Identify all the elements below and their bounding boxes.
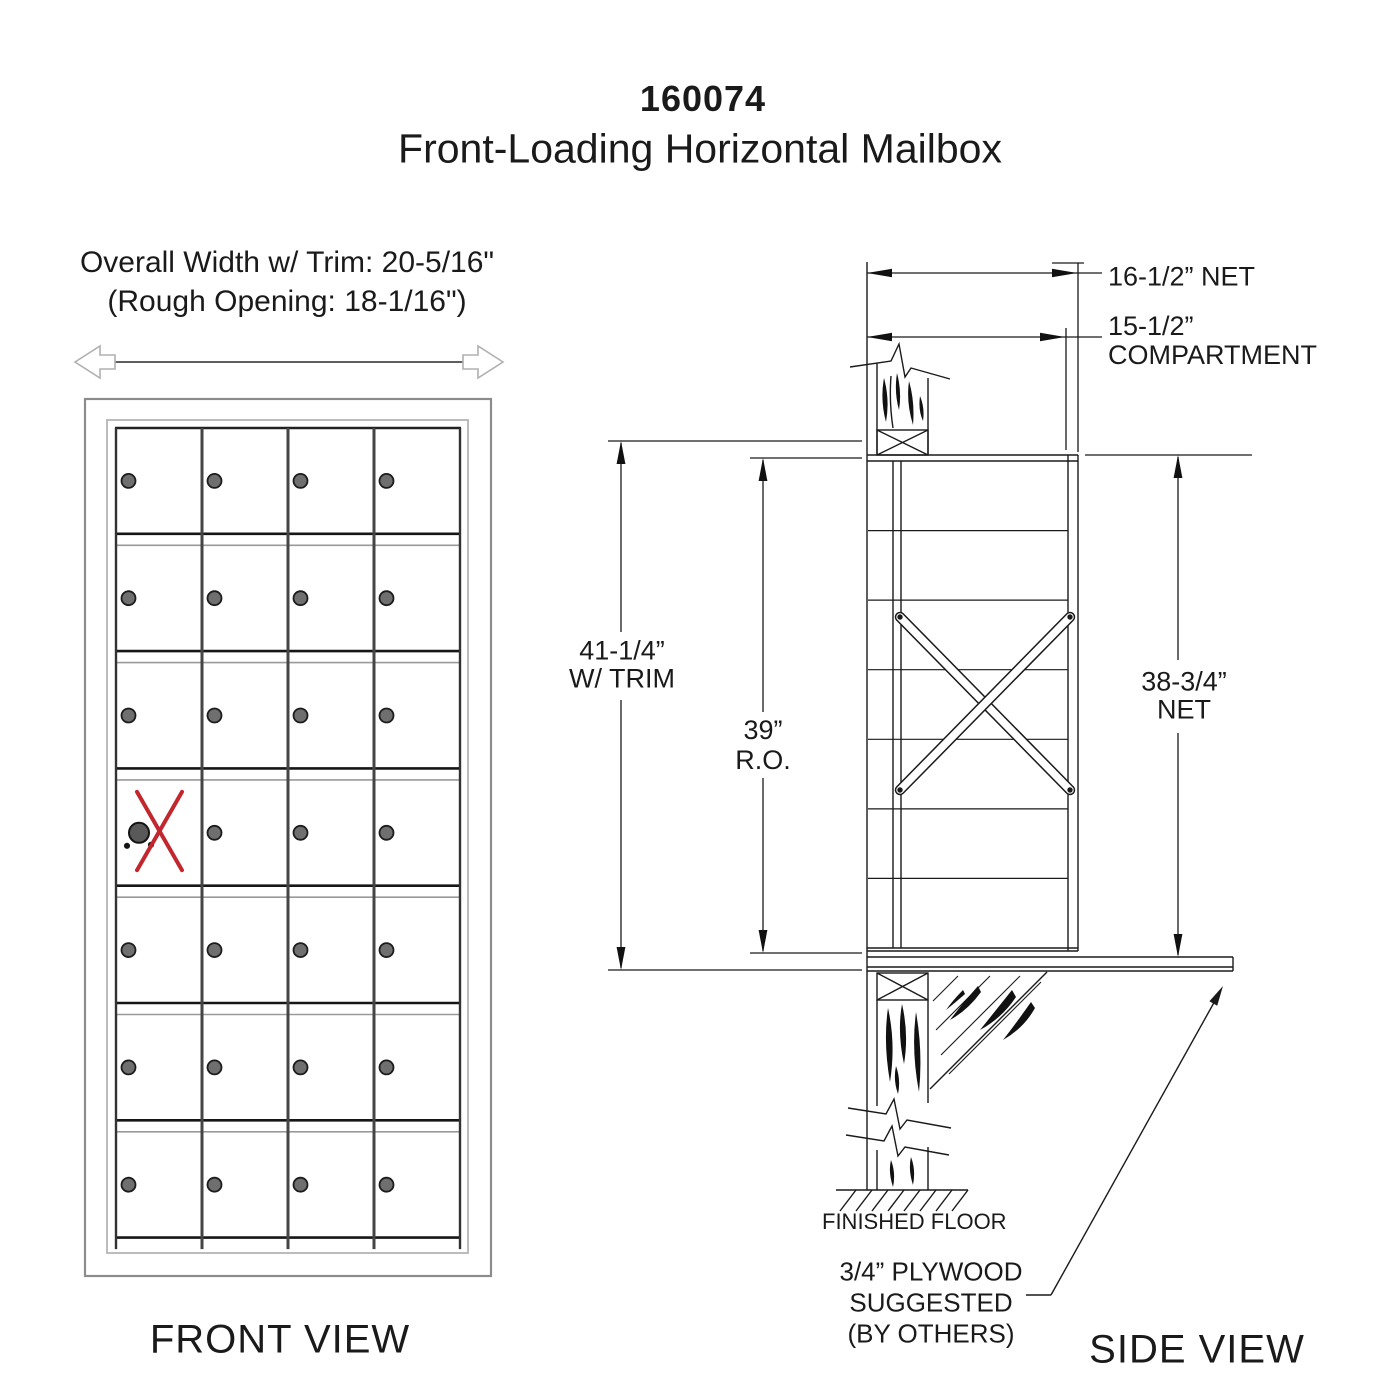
door-lock	[208, 1178, 222, 1192]
door-lock	[294, 943, 308, 957]
door-lock	[208, 826, 222, 840]
side-view-drawing	[608, 262, 1252, 1295]
drawing-subtitle: Front-Loading Horizontal Mailbox	[398, 125, 1002, 172]
door-lock	[294, 1178, 308, 1192]
side-view-label: SIDE VIEW	[1089, 1327, 1305, 1372]
door-lock	[122, 1060, 136, 1074]
dim-net-depth-label: 16-1/2” NET	[1108, 261, 1256, 292]
door-lock	[122, 943, 136, 957]
dim-rough-opening-label: 39” R.O.	[735, 715, 791, 775]
overall-width-note: Overall Width w/ Trim: 20-5/16"	[79, 246, 495, 279]
door-lock	[294, 474, 308, 488]
dim-height-with-trim-label: 41-1/4” W/ TRIM	[569, 635, 675, 693]
door-lock	[208, 1060, 222, 1074]
overall-width-arrow	[75, 346, 503, 378]
door-lock	[208, 591, 222, 605]
plywood-shelf	[867, 957, 1233, 971]
model-number: 160074	[639, 78, 767, 119]
front-view-drawing	[75, 346, 503, 1276]
left-arrow-icon	[75, 346, 115, 378]
door-lock	[122, 474, 136, 488]
break-line	[850, 344, 950, 379]
dim-net-height-label: 38-3/4” NET	[1141, 666, 1227, 724]
compartment-grid	[115, 428, 461, 1249]
door-lock	[208, 474, 222, 488]
front-view-label: FRONT VIEW	[149, 1317, 411, 1362]
door-lock	[380, 474, 394, 488]
plywood-leader-arrow	[1026, 986, 1223, 1295]
door-lock	[294, 1060, 308, 1074]
door-lock	[122, 709, 136, 723]
finished-floor-hatch	[836, 1190, 968, 1211]
wood-grain	[882, 373, 923, 425]
right-arrow-icon	[463, 346, 503, 378]
rough-opening-note: (Rough Opening: 18-1/16")	[107, 285, 467, 318]
door-lock	[294, 591, 308, 605]
door-lock	[208, 709, 222, 723]
door-lock	[122, 1178, 136, 1192]
upper-wall-stud	[850, 344, 950, 455]
door-lock	[380, 1178, 394, 1192]
door-lock	[122, 591, 136, 605]
door-lock	[380, 591, 394, 605]
shelves	[868, 531, 1068, 879]
door-lock	[380, 709, 394, 723]
support-corbel	[930, 972, 1047, 1089]
door-lock	[380, 826, 394, 840]
door-lock	[208, 943, 222, 957]
break-line	[846, 1126, 949, 1156]
cross-brace	[900, 617, 1070, 790]
finished-floor-label: FINISHED FLOOR	[822, 1209, 1007, 1234]
door-lock	[380, 1060, 394, 1074]
dim-compartment-depth-label: 15-1/2” COMPARTMENT	[1108, 311, 1317, 370]
door-lock	[380, 943, 394, 957]
plywood-note: 3/4” PLYWOOD SUGGESTED (BY OTHERS)	[839, 1256, 1023, 1349]
master-door-lock	[129, 823, 149, 843]
wood-grain	[886, 1004, 921, 1187]
lower-wall-stud	[846, 973, 951, 1190]
door-lock	[294, 826, 308, 840]
break-line	[848, 1099, 951, 1129]
mailbox-section	[867, 455, 1078, 951]
door-lock	[294, 709, 308, 723]
